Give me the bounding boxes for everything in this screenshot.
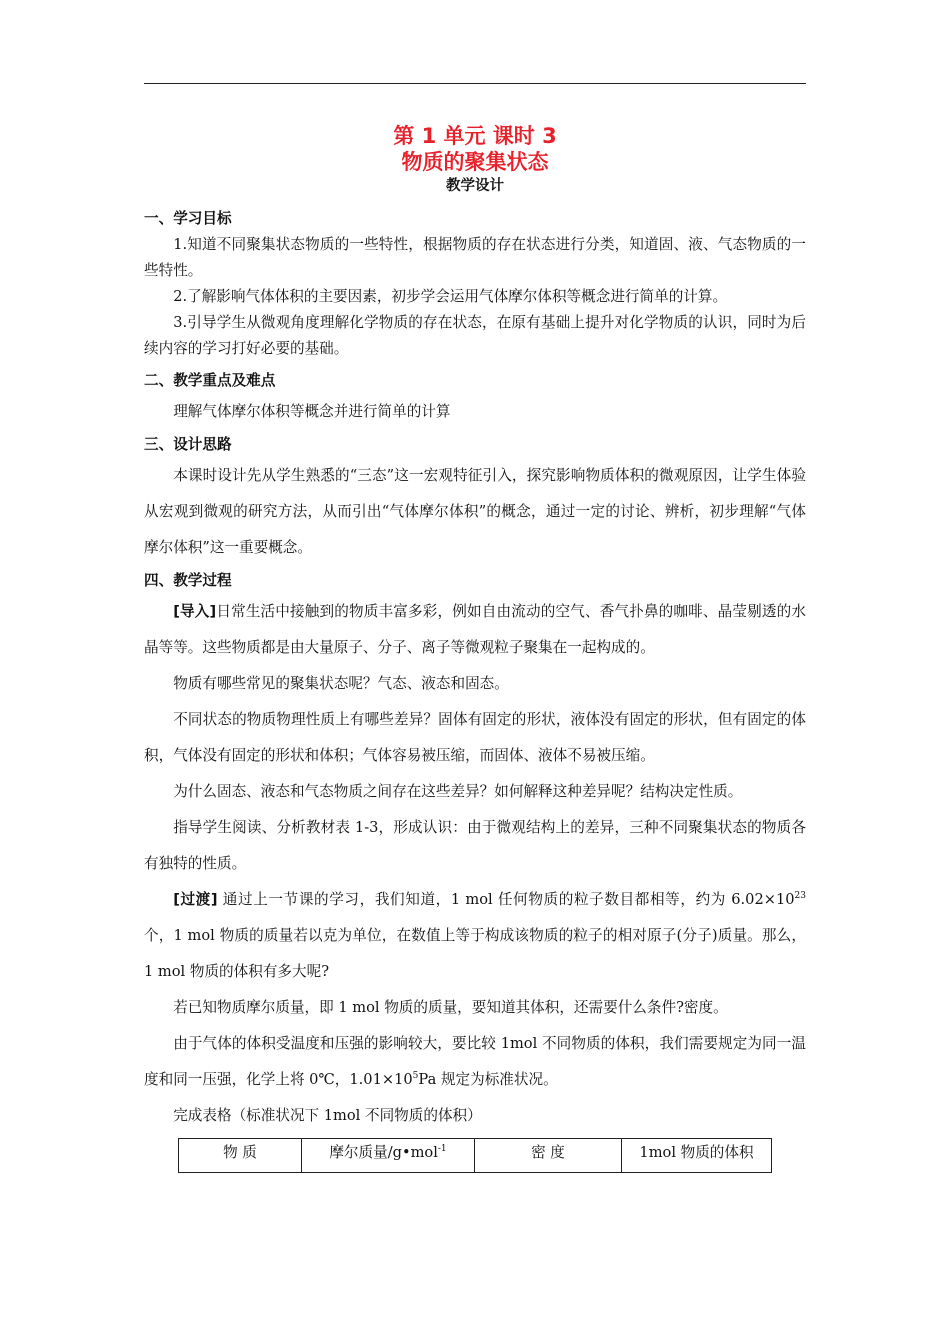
page-title: 第 1 单元 课时 3 xyxy=(393,124,557,148)
process-paragraph-8 xyxy=(144,1026,806,1098)
molar-mass-label: 摩尔质量/g•mol xyxy=(329,1144,438,1161)
objective-2: 2.了解影响气体体积的主要因素，初步学会运用气体摩尔体积等概念进行简单的计算。 xyxy=(173,288,728,305)
title-block xyxy=(144,123,806,197)
process-paragraph-2: 物质有哪些常见的聚集状态呢？气态、液态和固态。 xyxy=(173,675,509,692)
table-caption: 完成表格（标准状况下 1mol 不同物质的体积） xyxy=(173,1107,482,1124)
section-heading-key-points: 二、教学重点及难点 xyxy=(144,372,276,389)
intro-tag: [导入] xyxy=(173,603,217,620)
paragraph-8-text-b: Pa 规定为标准状况。 xyxy=(418,1071,558,1088)
transition-paragraph xyxy=(144,882,806,990)
key-points-text: 理解气体摩尔体积等概念并进行简单的计算 xyxy=(173,403,451,420)
transition-tag: [过渡] xyxy=(173,891,218,908)
intro-text: 日常生活中接触到的物质丰富多彩，例如自由流动的空气、香气扑鼻的咖啡、晶莹剔透的水晶等等。这些物质都是由大量原子、分子、离子等微观粒子聚集在一起构成的。 xyxy=(144,603,806,656)
document-body xyxy=(144,206,806,1173)
process-paragraph-4: 为什么固态、液态和气态物质之间存在这些差异？如何解释这种差异呢？结构决定性质。 xyxy=(173,783,743,800)
process-paragraph-3: 不同状态的物质物理性质上有哪些差异？固体有固定的形状，液体没有固定的形状，但有固定的体积，气体没有固定的形状和体积；气体容易被压缩，而固体、液体不易被压缩。 xyxy=(144,711,806,764)
section-heading-design: 三、设计思路 xyxy=(144,436,232,453)
table-header-density: 密 度 xyxy=(475,1139,622,1173)
page-subtitle: 物质的聚集状态 xyxy=(401,150,549,174)
section-heading-process: 四、教学过程 xyxy=(144,572,232,589)
process-paragraph-5: 指导学生阅读、分析教材表 1-3，形成认识：由于微观结构上的差异，三种不同聚集状态的物质各有独特的性质。 xyxy=(144,819,806,872)
objective-1: 1.知道不同聚集状态物质的一些特性，根据物质的存在状态进行分类，知道固、液、气态物质的一些特性。 xyxy=(144,236,806,279)
table-header-substance: 物 质 xyxy=(179,1139,302,1173)
section-heading-objectives: 一、学习目标 xyxy=(144,210,232,227)
volume-table xyxy=(178,1138,772,1173)
paragraph-8-exponent: 5 xyxy=(412,1071,419,1082)
design-text: 本课时设计先从学生熟悉的“三态”这一宏观特征引入，探究影响物质体积的微观原因，让学生体验从宏观到微观的研究方法，从而引出“气体摩尔体积”的概念，通过一定的讨论、辨析，初步理解“气体摩尔体积”这一重要概念。 xyxy=(144,467,806,556)
transition-text-b: 个，1 mol 物质的质量若以克为单位，在数值上等于构成该物质的粒子的相对原子(分子)质量。那么，1 mol 物质的体积有多大呢? xyxy=(144,927,806,980)
transition-exponent: 23 xyxy=(794,891,806,902)
process-paragraph-7: 若已知物质摩尔质量，即 1 mol 物质的质量，要知道其体积，还需要什么条件?密度。 xyxy=(173,999,728,1016)
intro-paragraph xyxy=(144,594,806,666)
paragraph-8-text-a: 由于气体的体积受温度和压强的影响较大，要比较 1mol 不同物质的体积，我们需要规定为同一温度和同一压强，化学上将 0℃，1.01×10 xyxy=(144,1035,806,1088)
table-header-volume: 1mol 物质的体积 xyxy=(622,1139,772,1173)
document-type: 教学设计 xyxy=(446,178,504,194)
table-header-row xyxy=(179,1139,772,1173)
transition-text-a: 通过上一节课的学习，我们知道，1 mol 任何物质的粒子数目都相等，约为 6.02×10 xyxy=(217,891,795,908)
molar-mass-exponent: -1 xyxy=(437,1144,447,1155)
header-rule xyxy=(144,83,806,84)
table-header-molar-mass xyxy=(302,1139,475,1173)
objective-3: 3.引导学生从微观角度理解化学物质的存在状态，在原有基础上提升对化学物质的认识，同时为后续内容的学习打好必要的基础。 xyxy=(144,314,806,357)
